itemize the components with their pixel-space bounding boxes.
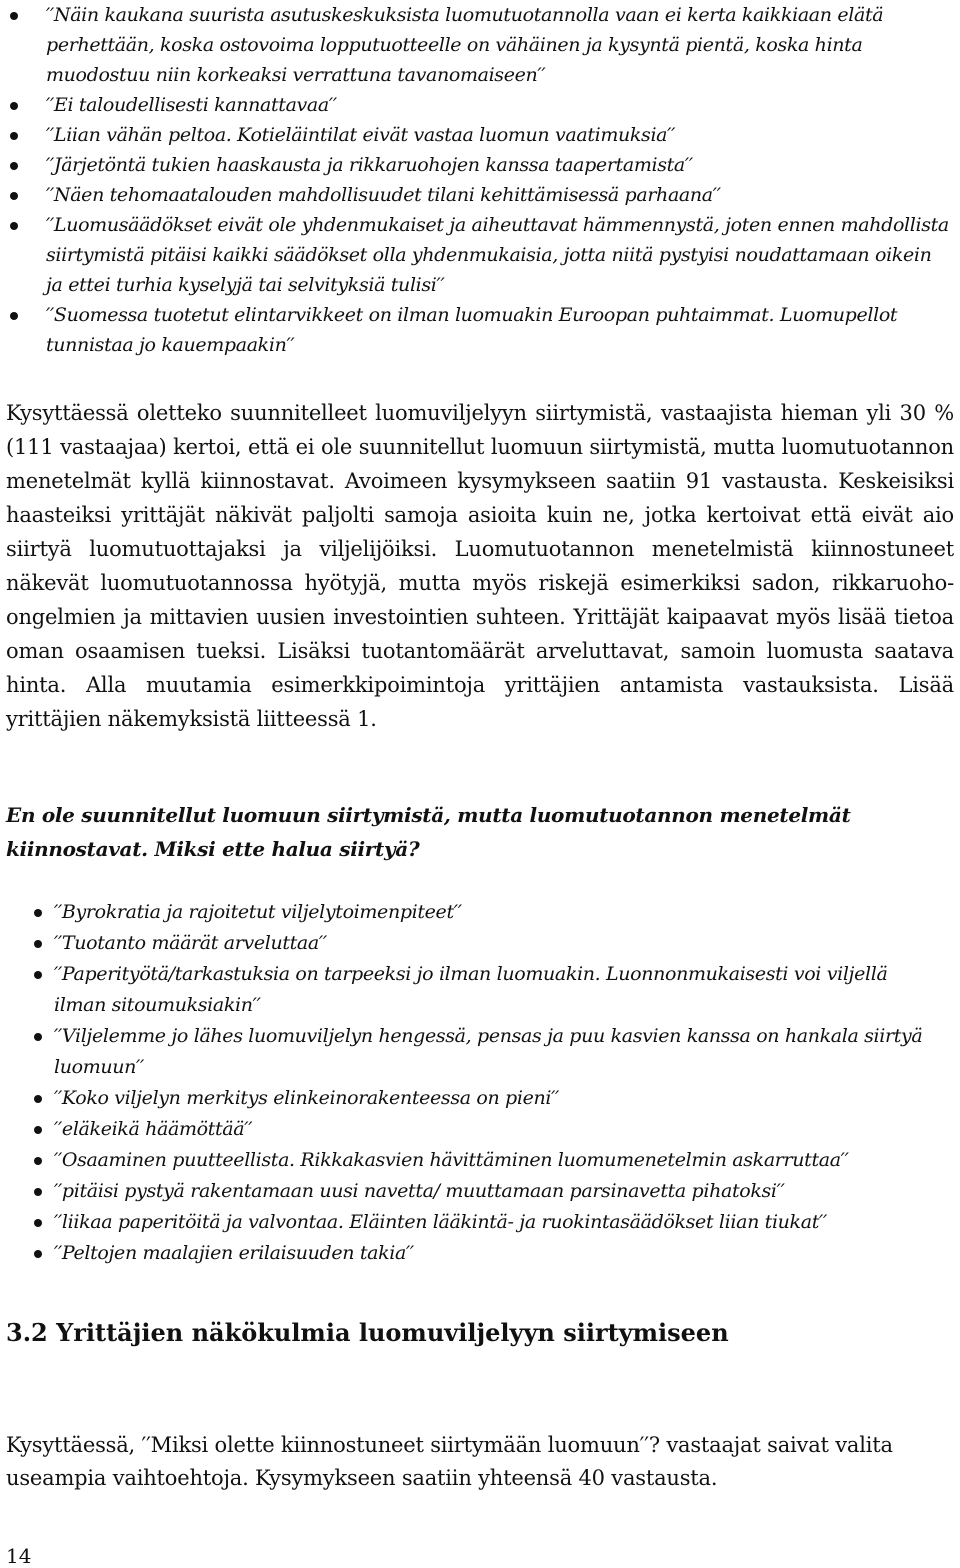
quote-text: ′′eläkeikä häämöttää′′ — [54, 1118, 253, 1140]
bullet-icon — [34, 909, 42, 917]
bullet-icon — [10, 102, 18, 110]
quote-text: ′′Liian vähän peltoa. Kotieläintilat eivät vastaa luomun vaatimuksia′′ — [46, 124, 676, 146]
list-item — [0, 1083, 930, 1114]
quote-text: ′′Tuotanto määrät arveluttaa′′ — [54, 932, 327, 954]
list-item — [0, 928, 930, 959]
quote-text: ′′Viljelemme jo lähes luomuviljelyn hengessä, pensas ja puu kasvien kanssa on hankala siirtyä luomuun′′ — [54, 1025, 923, 1078]
farmer-quotes-list-2 — [0, 897, 930, 1269]
list-item — [0, 150, 950, 180]
page-number: 14 — [6, 1544, 32, 1568]
bullet-icon — [34, 940, 42, 948]
quote-text: ′′Luomusäädökset eivät ole yhdenmukaiset ja aiheuttavat hämmennystä, joten ennen mahdollista siirtymistä pitäisi kaikki säädökset olla yhdenmukaisia, jotta niitä pystyisi noudattamaan oikein ja ettei turhia kyselyjä tai selvityksiä tulisi′′ — [46, 214, 949, 296]
bullet-icon — [10, 312, 18, 320]
quote-text: ′′Ei taloudellisesti kannattavaa′′ — [46, 94, 337, 116]
bullet-icon — [10, 12, 18, 20]
quote-text: ′′liikaa paperitöitä ja valvontaa. Eläinten lääkintä- ja ruokintasäädökset liian tiukat′′ — [54, 1211, 827, 1233]
quote-text: ′′Peltojen maalajien erilaisuuden takia′′ — [54, 1242, 414, 1264]
list-item — [0, 1021, 930, 1083]
quote-text: ′′Paperityötä/tarkastuksia on tarpeeksi jo ilman luomuakin. Luonnonmukaisesti voi viljellä ilman sitoumuksiakin′′ — [54, 963, 888, 1016]
bullet-icon — [34, 1095, 42, 1103]
list-item — [0, 1238, 930, 1269]
quote-text: ′′Näin kaukana suurista asutuskeskuksista luomutuotannolla vaan ei kerta kaikkiaan elätä perhettään, koska ostovoima lopputuotteelle on vähäinen ja kysyntä pientä, koska hinta muodostuu niin korkeaksi verrattuna tavanomaiseen′′ — [46, 4, 884, 86]
bullet-icon — [34, 1033, 42, 1041]
list-item — [0, 897, 930, 928]
list-item — [0, 90, 950, 120]
quote-text: ′′pitäisi pystyä rakentamaan uusi navetta/ muuttamaan parsinavetta pihatoksi′′ — [54, 1180, 785, 1202]
list-item — [0, 300, 950, 360]
quote-text: ′′Järjetöntä tukien haaskausta ja rikkaruohojen kanssa taapertamista′′ — [46, 154, 693, 176]
quote-text: ′′Osaaminen puutteellista. Rikkakasvien hävittäminen luomumenetelmin askarruttaa′′ — [54, 1149, 849, 1171]
bullet-icon — [34, 1157, 42, 1165]
list-item — [0, 959, 930, 1021]
list-item — [0, 1114, 930, 1145]
list-item — [0, 1176, 930, 1207]
bullet-icon — [10, 162, 18, 170]
quote-text: ′′Byrokratia ja rajoitetut viljelytoimenpiteet′′ — [54, 901, 462, 923]
question-heading: En ole suunnitellut luomuun siirtymistä, mutta luomutuotannon menetelmät kiinnostavat. Miksi ette halua siirtyä? — [6, 803, 851, 861]
list-item — [0, 1207, 930, 1238]
bullet-icon — [34, 1250, 42, 1258]
bullet-icon — [34, 971, 42, 979]
bullet-icon — [34, 1219, 42, 1227]
quote-text: ′′Suomessa tuotetut elintarvikkeet on ilman luomuakin Euroopan puhtaimmat. Luomupellot tunnistaa jo kauempaakin′′ — [46, 304, 898, 356]
section-heading: 3.2 Yrittäjien näkökulmia luomuviljelyyn siirtymiseen — [6, 1318, 729, 1347]
list-item — [0, 180, 950, 210]
body-paragraph: Kysyttäessä oletteko suunnitelleet luomuviljelyyn siirtymistä, vastaajista hieman yli 30 % (111 vastaajaa) kertoi, että ei ole suunnitellut luomuun siirtymistä, mutta luomutuotannon menetelmät kyllä kiinnostavat. Avoimeen kysymykseen saatiin 91 vastausta. Keskeisiksi haasteiksi yrittäjät näkivät paljolti samoja asioita kuin ne, jotka kertoivat että eivät aio siirtyä luomutuottajaksi ja viljelijöiksi. Luomutuotannon menetelmistä kiinnostuneet näkevät luomutuotannossa hyötyjä, mutta myös riskejä esimerkiksi sadon, rikkaruoho-ongelmien ja mittavien uusien investointien suhteen. Yrittäjät kaipaavat myös lisää tietoa oman osaamisen tueksi. Lisäksi tuotantomäärät arveluttavat, samoin luomusta saatava hinta. Alla muutamia esimerkkipoimintoja yrittäjien antamista vastauksista. Lisää yrittäjien näkemyksistä liitteessä 1. — [6, 401, 954, 731]
list-item — [0, 210, 950, 300]
bullet-icon — [10, 222, 18, 230]
bullet-icon — [10, 192, 18, 200]
list-item — [0, 0, 950, 90]
quote-text: ′′Koko viljelyn merkitys elinkeinorakenteessa on pieni′′ — [54, 1087, 560, 1109]
bullet-icon — [10, 132, 18, 140]
quote-text: ′′Näen tehomaatalouden mahdollisuudet tilani kehittämisessä parhaana′′ — [46, 184, 721, 206]
bullet-icon — [34, 1126, 42, 1134]
farmer-quotes-list-1 — [0, 0, 950, 360]
body-paragraph: Kysyttäessä, ′′Miksi olette kiinnostuneet siirtymään luomuun′′? vastaajat saivat valita useampia vaihtoehtoja. Kysymykseen saatiin yhteensä 40 vastausta. — [6, 1433, 893, 1490]
list-item — [0, 1145, 930, 1176]
list-item — [0, 120, 950, 150]
bullet-icon — [34, 1188, 42, 1196]
